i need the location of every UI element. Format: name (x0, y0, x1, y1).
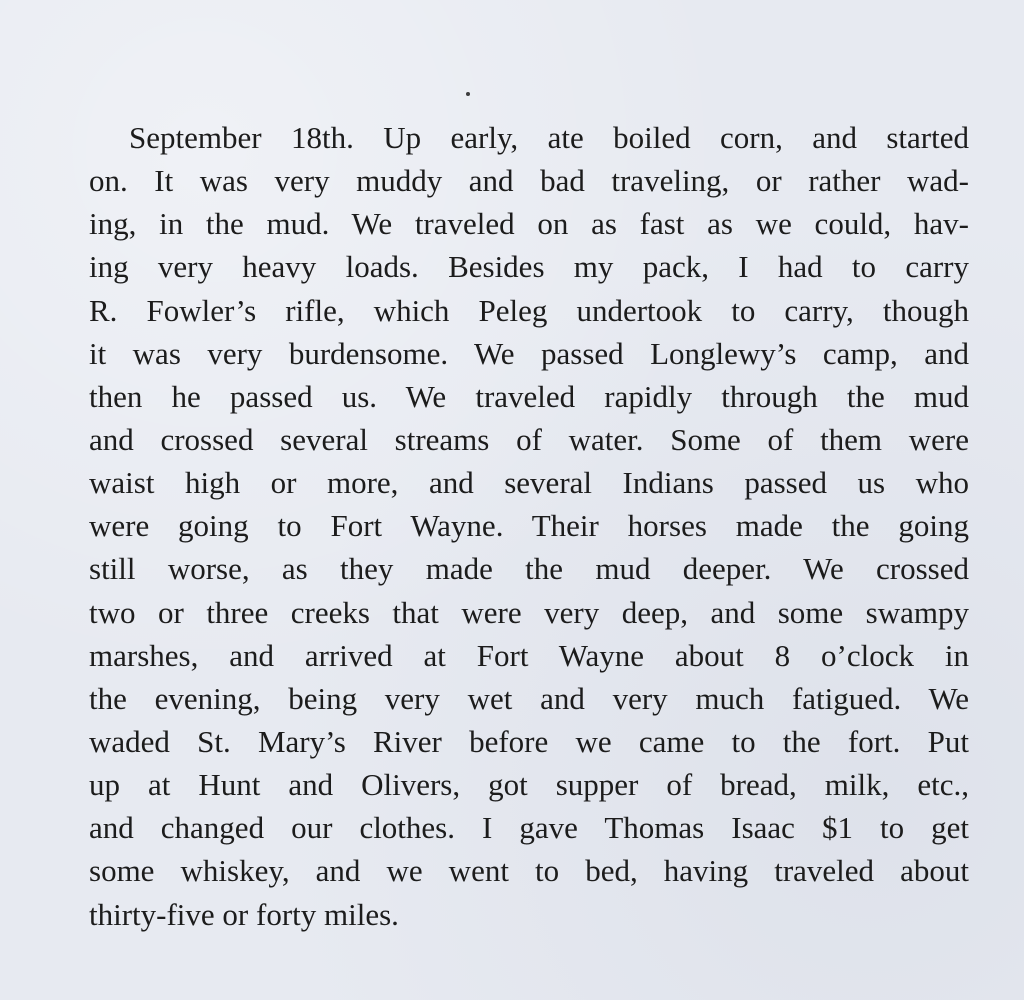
text-line: two or three creeks that were very deep, and some swampy (89, 594, 969, 630)
text-line: and changed our clothes. I gave Thomas Isaac $1 to get (89, 810, 969, 846)
text-line: waded St. Mary’s River before we came to the fort. Put (89, 723, 969, 759)
journal-entry-paragraph (89, 116, 969, 936)
text-line: waist high or more, and several Indians passed us who (89, 465, 969, 501)
text-line: thirty-five or forty miles. (89, 896, 399, 932)
text-line: some whiskey, and we went to bed, having traveled about (89, 853, 969, 889)
text-line: then he passed us. We traveled rapidly through the mud (89, 378, 969, 414)
text-line: still worse, as they made the mud deeper. We crossed (89, 551, 969, 587)
text-line: marshes, and arrived at Fort Wayne about 8 o’clock in (89, 637, 969, 673)
text-line: ing very heavy loads. Besides my pack, I had to carry (89, 249, 969, 285)
text-line: the evening, being very wet and very much fatigued. We (89, 680, 969, 716)
text-line: it was very burdensome. We passed Longlewy’s camp, and (89, 335, 969, 371)
text-line: September 18th. Up early, ate boiled corn, and started (129, 120, 969, 155)
text-line: and crossed several streams of water. Some of them were (89, 421, 969, 457)
text-line: on. It was very muddy and bad traveling, or rather wad- (89, 163, 969, 199)
text-line: up at Hunt and Olivers, got supper of bread, milk, etc., (89, 767, 969, 803)
text-line: were going to Fort Wayne. Their horses made the going (89, 508, 969, 544)
ink-speck (466, 92, 470, 96)
text-line: R. Fowler’s rifle, which Peleg undertook to carry, though (89, 292, 969, 328)
text-line: ing, in the mud. We traveled on as fast as we could, hav- (89, 206, 969, 242)
